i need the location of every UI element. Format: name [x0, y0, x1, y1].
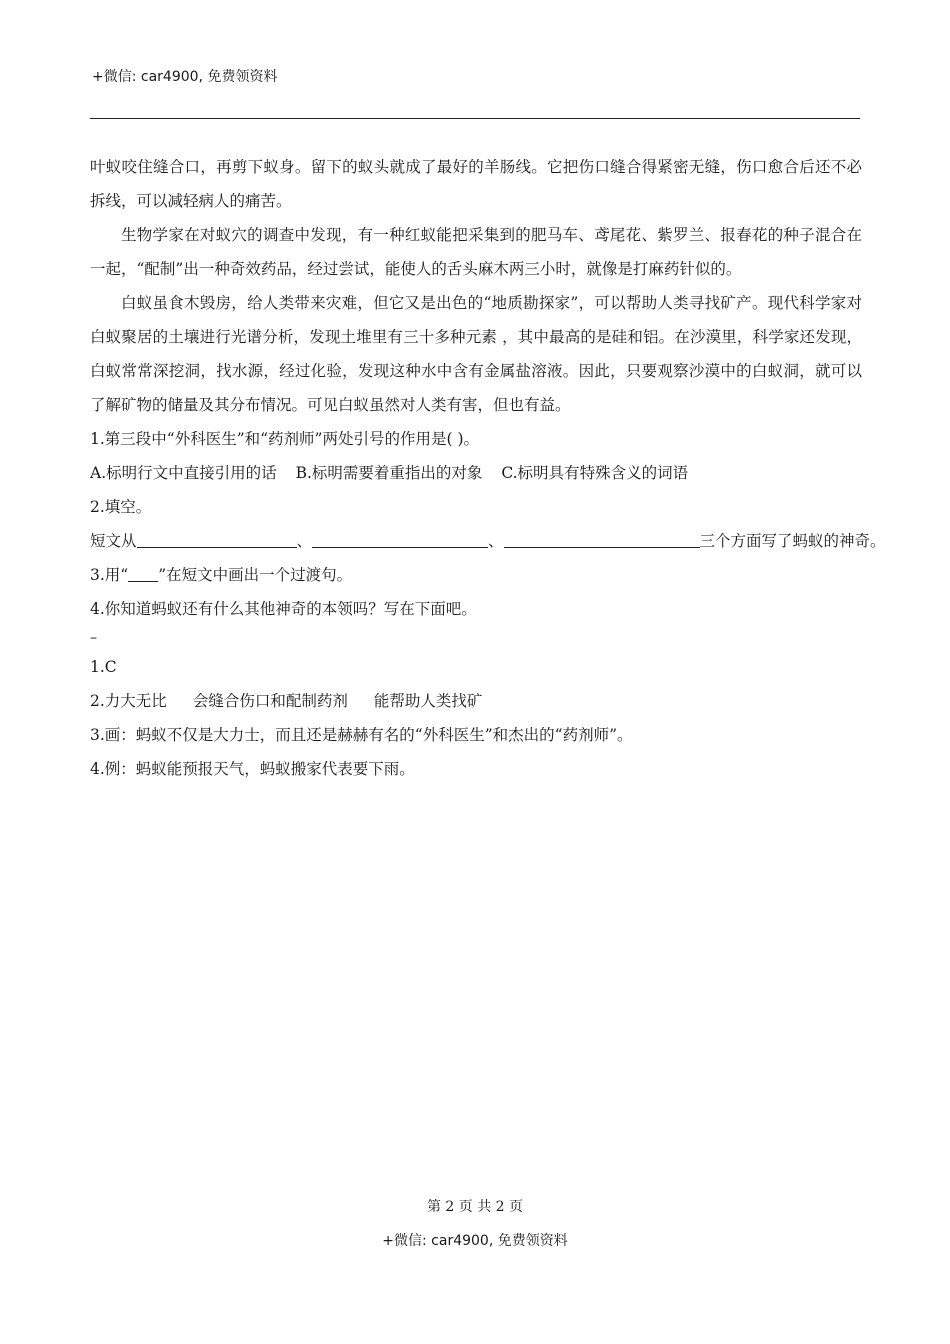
answer-4: 4.例：蚂蚁能预报天气，蚂蚁搬家代表要下雨。: [90, 760, 415, 778]
passage-paragraph-2: 生物学家在对蚁穴的调查中发现，有一种红蚁能把采集到的肥马车、鸢尾花、紫罗兰、报春花的种子混合在一起，“配制”出一种奇效药品，经过尝试，能使人的舌头麻木两三小时，就像是打麻药针似的。: [90, 226, 862, 278]
option-a: A.标明行文中直接引用的话: [90, 464, 277, 482]
footer-watermark-note: +微信: car4900, 免费领资料: [382, 1233, 568, 1249]
document-body: [90, 150, 886, 786]
answer-2: [90, 684, 862, 718]
page-number: 第 2 页 共 2 页: [426, 1199, 524, 1215]
answer-1: 1.C: [90, 658, 117, 676]
fill-blank-2[interactable]: [312, 531, 488, 548]
header-watermark-note: +微信: car4900, 免费领资料: [92, 69, 278, 85]
answer-3: 3.画：蚂蚁不仅是大力士，而且还是赫赫有名的“外科医生”和杰出的“药剂师”。: [90, 726, 633, 744]
answer-2-item-2: 会缝合伤口和配制药剂: [192, 692, 348, 710]
header-divider: [90, 118, 860, 119]
answer-2-item-3: 能帮助人类找矿: [373, 692, 483, 710]
question-1-options: [90, 456, 862, 490]
underline-sample: [128, 565, 158, 582]
fill-suffix: 三个方面写了蚂蚁的神奇。: [699, 532, 886, 550]
question-4: 4.你知道蚂蚁还有什么其他神奇的本领吗？写在下面吧。: [90, 600, 477, 618]
fill-blank-1[interactable]: [137, 531, 297, 548]
answer-2-item-1: 力大无比: [104, 692, 167, 710]
answer-2-number: 2.: [90, 692, 105, 710]
fill-separator-1: 、: [296, 532, 313, 550]
option-c: C.标明具有特殊含义的词语: [501, 464, 689, 482]
question-3: [90, 558, 862, 592]
question-2: 2.填空。: [90, 498, 152, 516]
passage-paragraph-3: 白蚁虽食木毁房，给人类带来灾难，但它又是出色的“地质勘探家”，可以帮助人类寻找矿产。现代科学家对白蚁聚居的土壤进行光谱分析，发现土堆里有三十多种元素 ，其中最高的是硅和铝。在沙漠里，科学家还发现，白蚁常常深挖洞，找水源，经过化验，发现这种水中含有金属盐溶液。因此，只要观察沙漠中的白蚁洞，就可以了解矿物的储量及其分布情况。可见白蚁虽然对人类有害，但也有益。: [90, 294, 862, 414]
q3-suffix: ”在短文中画出一个过渡句。: [158, 566, 353, 584]
answer-line-mark: –: [90, 630, 97, 646]
question-2-fill: [90, 524, 886, 558]
question-1: 1.第三段中“外科医生”和“药剂师”两处引号的作用是( )。: [90, 430, 480, 448]
option-b: B.标明需要着重指出的对象: [295, 464, 483, 482]
fill-prefix: 短文从: [90, 532, 137, 550]
passage-paragraph-1: 叶蚁咬住缝合口，再剪下蚁身。留下的蚁头就成了最好的羊肠线。它把伤口缝合得紧密无缝，伤口愈合后还不必拆线，可以减轻病人的痛苦。: [90, 158, 862, 210]
fill-blank-3[interactable]: [504, 531, 700, 548]
q3-prefix: 3.用“: [90, 566, 129, 584]
fill-separator-2: 、: [488, 532, 504, 550]
